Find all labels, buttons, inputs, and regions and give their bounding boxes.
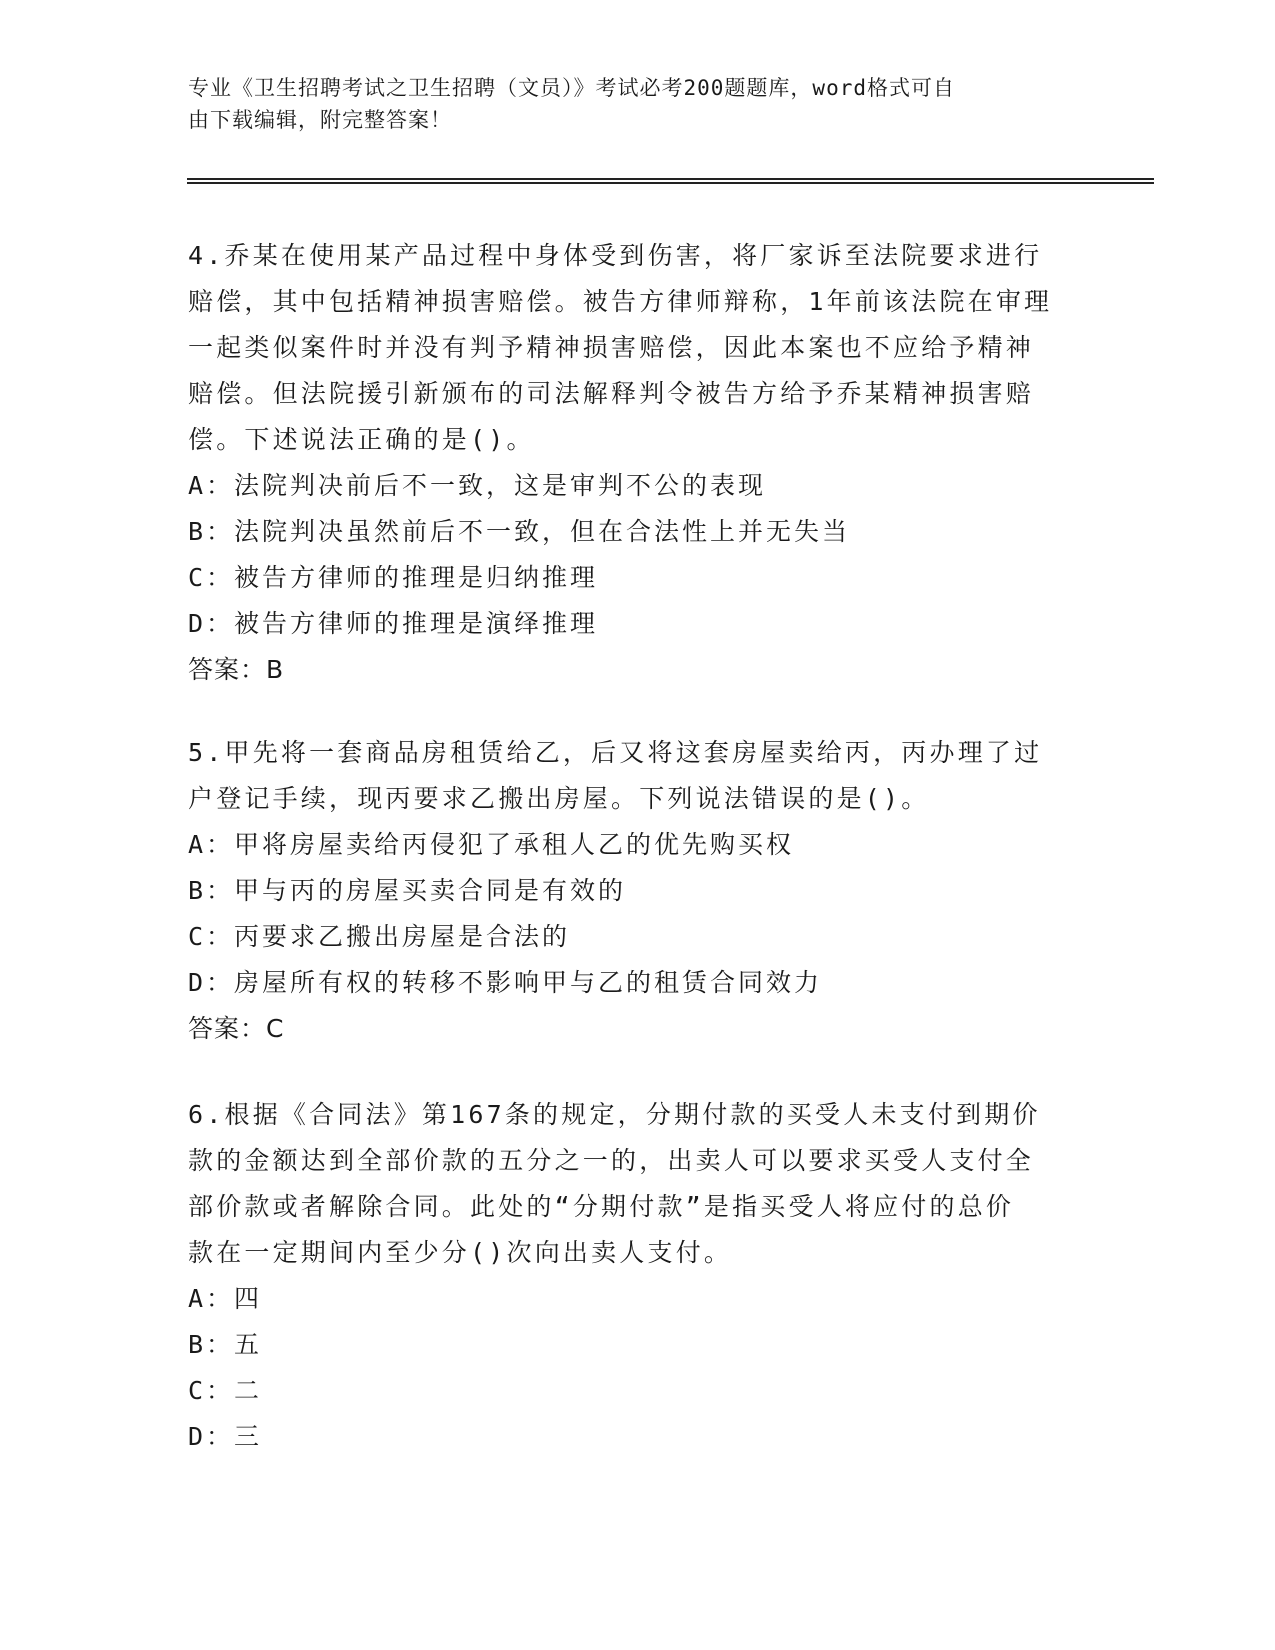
question-stem	[188, 1092, 1088, 1276]
option-a: A：法院判决前后不一致，这是审判不公的表现	[188, 471, 767, 500]
option-b: B：法院判决虽然前后不一致，但在合法性上并无失当	[188, 517, 851, 546]
stem-line: 部价款或者解除合同。此处的“分期付款”是指买受人将应付的总价	[188, 1192, 1015, 1221]
stem-line: 5.甲先将一套商品房租赁给乙，后又将这套房屋卖给丙，丙办理了过	[188, 738, 1043, 767]
stem-line: 偿。下述说法正确的是()。	[188, 425, 535, 454]
option-c: C：丙要求乙搬出房屋是合法的	[188, 922, 571, 951]
option-d: D：三	[188, 1422, 263, 1451]
stem-line: 4.乔某在使用某产品过程中身体受到伤害，将厂家诉至法院要求进行	[188, 241, 1043, 270]
rule-line-bottom	[187, 182, 1154, 184]
question-stem	[188, 233, 1088, 463]
stem-line: 户登记手续，现丙要求乙搬出房屋。下列说法错误的是()。	[188, 784, 930, 813]
stem-line: 款在一定期间内至少分()次向出卖人支付。	[188, 1238, 733, 1267]
question-4	[188, 233, 1088, 693]
document-header	[188, 72, 1068, 136]
header-double-rule	[187, 178, 1154, 183]
option-b: B：五	[188, 1330, 263, 1359]
stem-line: 一起类似案件时并没有判予精神损害赔偿，因此本案也不应给予精神	[188, 333, 1035, 362]
option-c: C：被告方律师的推理是归纳推理	[188, 563, 599, 592]
answer-line: 答案：B	[188, 655, 285, 684]
question-6	[188, 1092, 1088, 1460]
question-5	[188, 730, 1088, 1052]
option-a: A：甲将房屋卖给丙侵犯了承租人乙的优先购买权	[188, 830, 795, 859]
option-c: C：二	[188, 1376, 263, 1405]
header-line: 专业《卫生招聘考试之卫生招聘（文员）》考试必考200题题库，word格式可自	[188, 76, 955, 100]
stem-line: 赔偿，其中包括精神损害赔偿。被告方律师辩称，1年前该法院在审理	[188, 287, 1053, 316]
stem-line: 款的金额达到全部价款的五分之一的，出卖人可以要求买受人支付全	[188, 1146, 1035, 1175]
stem-line: 赔偿。但法院援引新颁布的司法解释判令被告方给予乔某精神损害赔	[188, 379, 1035, 408]
question-stem	[188, 730, 1088, 822]
stem-line: 6.根据《合同法》第167条的规定，分期付款的买受人未支付到期价	[188, 1100, 1041, 1129]
option-d: D：房屋所有权的转移不影响甲与乙的租赁合同效力	[188, 968, 823, 997]
answer-line: 答案：C	[188, 1014, 285, 1043]
header-line: 由下载编辑，附完整答案！	[188, 108, 452, 132]
option-d: D：被告方律师的推理是演绎推理	[188, 609, 599, 638]
rule-line-top	[187, 178, 1154, 180]
option-b: B：甲与丙的房屋买卖合同是有效的	[188, 876, 627, 905]
option-a: A：四	[188, 1284, 263, 1313]
